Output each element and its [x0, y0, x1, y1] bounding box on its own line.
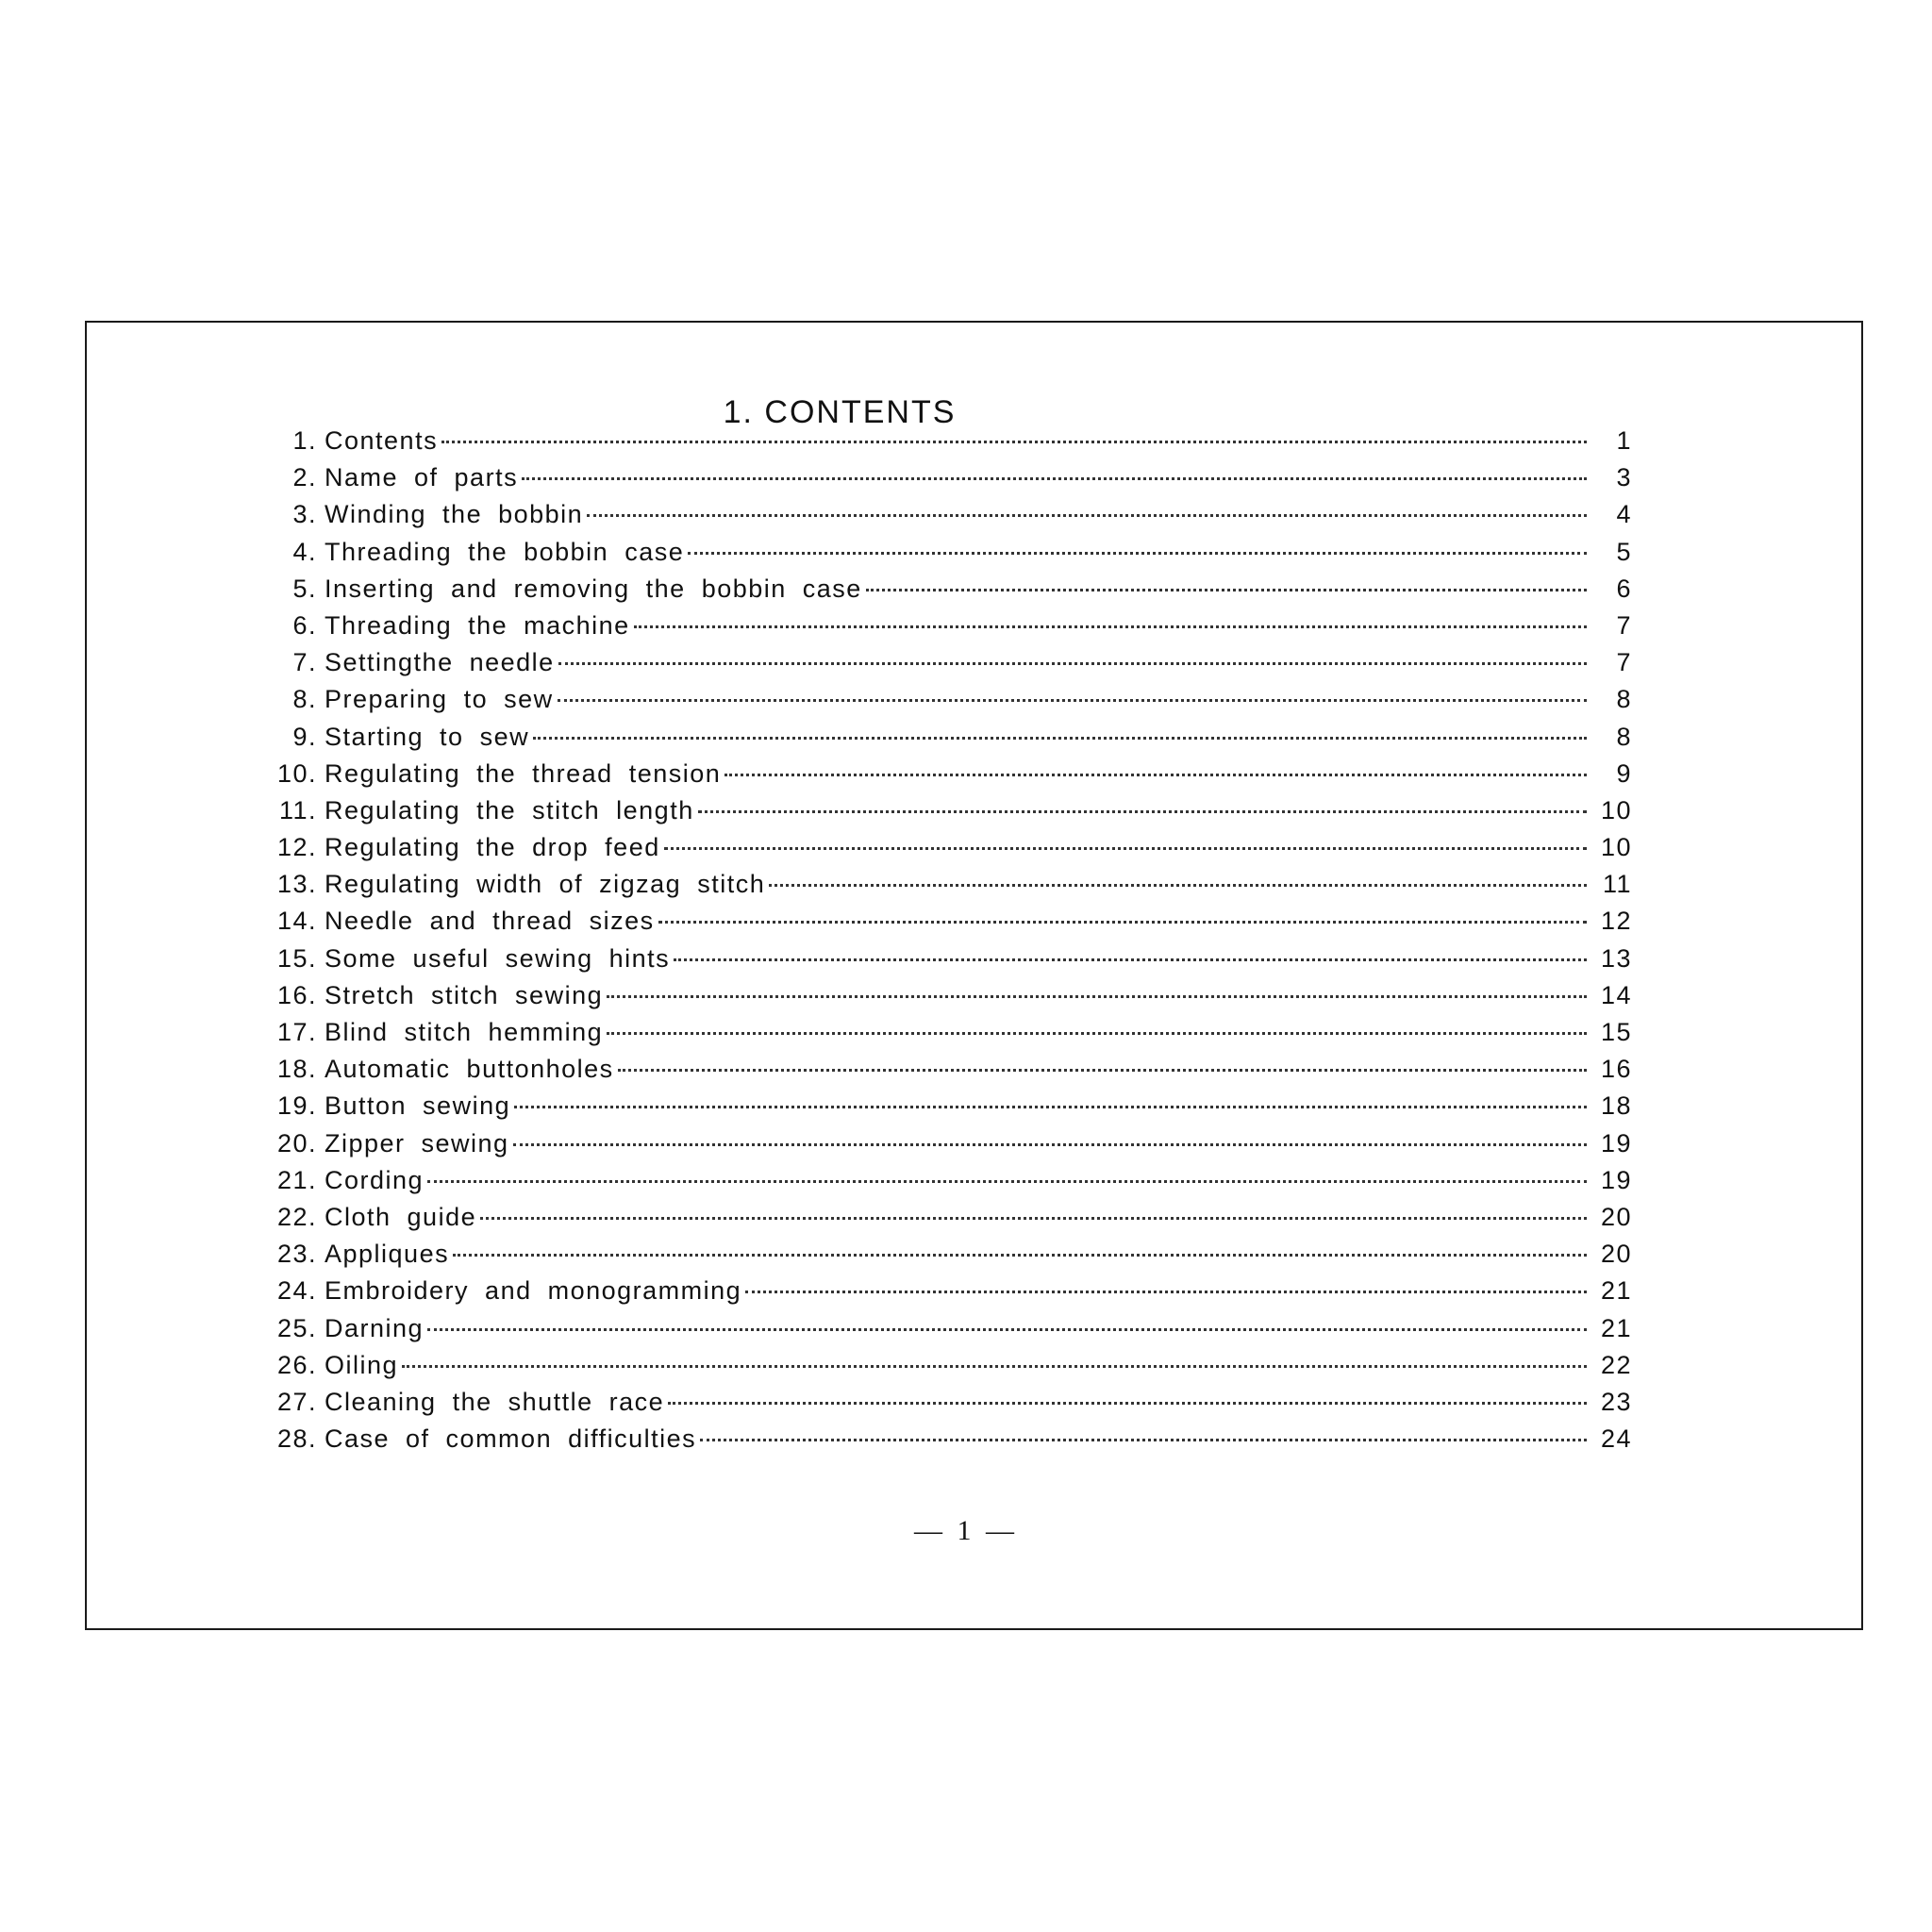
toc-entry-title: Blind stitch hemming — [325, 1018, 604, 1046]
toc-entry-title: Zipper sewing — [325, 1128, 509, 1158]
toc-entry-page: 13 — [1600, 943, 1632, 973]
toc-entry-title: Cording — [325, 1165, 425, 1194]
toc-entry-number: 3. — [292, 500, 317, 529]
dot-leader — [664, 847, 1587, 850]
toc-entry — [255, 1129, 1632, 1166]
toc-entry-title: Starting to sew — [325, 722, 530, 751]
toc-entry-title: Regulating width of zigzag stitch — [325, 870, 766, 899]
dot-leader — [453, 1254, 1587, 1257]
toc-entry-number: 20. — [276, 1128, 317, 1158]
toc-entry-number: 18. — [276, 1055, 317, 1084]
toc-entry-page: 3 — [1616, 463, 1632, 492]
toc-entry-number: 25. — [276, 1313, 317, 1342]
toc-entry-number: 11. — [278, 795, 317, 824]
toc-entry-title: Appliques — [325, 1240, 450, 1269]
toc-entry — [255, 1276, 1632, 1313]
toc-entry-page: 19 — [1600, 1128, 1632, 1158]
toc-entry-number: 26. — [276, 1350, 317, 1379]
toc-entry-page: 21 — [1600, 1313, 1632, 1342]
table-of-contents — [255, 426, 1632, 1461]
toc-entry-page: 9 — [1616, 758, 1632, 788]
toc-entry-title: Needle and thread sizes — [325, 907, 655, 936]
toc-entry — [255, 723, 1632, 759]
toc-entry — [255, 1351, 1632, 1388]
dot-leader — [688, 552, 1587, 555]
toc-entry — [255, 463, 1632, 500]
toc-entry — [255, 500, 1632, 537]
toc-entry-title: Inserting and removing the bobbin case — [325, 574, 862, 603]
dot-leader — [480, 1217, 1587, 1220]
dot-leader — [674, 958, 1587, 961]
dot-leader — [634, 625, 1587, 628]
dot-leader — [427, 1180, 1587, 1183]
toc-entry — [255, 1018, 1632, 1055]
toc-entry — [255, 648, 1632, 685]
toc-entry — [255, 1166, 1632, 1203]
page-title: 1. CONTENTS — [723, 394, 957, 430]
toc-entry-number: 22. — [276, 1202, 317, 1231]
toc-entry-number: 10. — [276, 758, 317, 788]
toc-entry-page: 18 — [1600, 1091, 1632, 1121]
dot-leader — [607, 995, 1587, 998]
toc-entry-page: 12 — [1600, 907, 1632, 936]
page-number: — 1 — — [914, 1515, 1018, 1546]
toc-entry — [255, 1388, 1632, 1424]
toc-entry-number: 13. — [276, 870, 317, 899]
toc-entry-page: 10 — [1600, 833, 1632, 862]
dot-leader — [587, 514, 1587, 517]
toc-entry — [255, 1424, 1632, 1461]
dot-leader — [514, 1106, 1587, 1108]
toc-entry-title: Preparing to sew — [325, 685, 554, 714]
toc-entry-number: 28. — [276, 1424, 317, 1454]
toc-entry-title: Some useful sewing hints — [325, 943, 671, 973]
dot-leader — [724, 774, 1587, 776]
toc-entry — [255, 796, 1632, 833]
dot-leader — [558, 662, 1587, 665]
dot-leader — [522, 477, 1587, 480]
toc-entry-title: Regulating the stitch length — [325, 795, 694, 824]
toc-entry — [255, 685, 1632, 722]
toc-entry-page: 21 — [1600, 1276, 1632, 1306]
dot-leader — [513, 1143, 1587, 1146]
toc-entry — [255, 1055, 1632, 1091]
dot-leader — [402, 1365, 1587, 1368]
toc-entry-number: 19. — [276, 1091, 317, 1121]
toc-entry-title: Case of common difficulties — [325, 1424, 697, 1454]
toc-entry-page: 5 — [1616, 537, 1632, 566]
toc-entry-number: 24. — [276, 1276, 317, 1306]
toc-entry-page: 16 — [1600, 1055, 1632, 1084]
toc-entry-page: 11 — [1602, 870, 1632, 899]
toc-entry-title: Contents — [325, 426, 439, 455]
toc-entry-title: Regulating the drop feed — [325, 833, 660, 862]
toc-entry — [255, 1314, 1632, 1351]
dot-leader — [658, 921, 1587, 924]
toc-entry — [255, 611, 1632, 648]
toc-entry-number: 14. — [276, 907, 317, 936]
toc-entry — [255, 907, 1632, 943]
toc-entry — [255, 1203, 1632, 1240]
toc-entry-number: 12. — [276, 833, 317, 862]
toc-entry-page: 23 — [1600, 1387, 1632, 1416]
toc-entry-title: Cloth guide — [325, 1202, 477, 1231]
toc-entry-number: 1. — [292, 426, 317, 455]
toc-entry-page: 14 — [1600, 980, 1632, 1009]
toc-entry-title: Embroidery and monogramming — [325, 1276, 742, 1306]
toc-entry-title: Oiling — [325, 1350, 399, 1379]
dot-leader — [698, 810, 1587, 813]
dot-leader — [769, 884, 1587, 887]
toc-entry-number: 8. — [292, 685, 317, 714]
toc-entry-title: Darning — [325, 1313, 425, 1342]
toc-entry-number: 16. — [276, 980, 317, 1009]
toc-entry-title: Automatic buttonholes — [325, 1055, 614, 1084]
toc-entry — [255, 426, 1632, 463]
toc-entry-page: 6 — [1616, 574, 1632, 603]
toc-entry-page: 22 — [1600, 1350, 1632, 1379]
dot-leader — [745, 1291, 1587, 1293]
dot-leader — [700, 1439, 1587, 1441]
toc-entry-title: Name of parts — [325, 463, 519, 492]
toc-entry — [255, 575, 1632, 611]
toc-entry-title: Threading the bobbin case — [325, 537, 685, 566]
toc-entry-title: Cleaning the shuttle race — [325, 1387, 665, 1416]
toc-entry-page: 20 — [1600, 1240, 1632, 1269]
toc-entry-number: 17. — [276, 1018, 317, 1046]
dot-leader — [441, 441, 1587, 443]
toc-entry-page: 8 — [1616, 722, 1632, 751]
dot-leader — [607, 1032, 1587, 1035]
toc-entry-number: 7. — [292, 648, 317, 677]
toc-entry-number: 6. — [292, 610, 317, 640]
toc-entry-page: 8 — [1616, 685, 1632, 714]
toc-entry — [255, 538, 1632, 575]
toc-entry-number: 21. — [276, 1165, 317, 1194]
toc-entry-number: 9. — [292, 722, 317, 751]
toc-entry-page: 15 — [1600, 1018, 1632, 1046]
dot-leader — [427, 1328, 1587, 1331]
toc-entry — [255, 759, 1632, 796]
toc-entry-number: 4. — [292, 537, 317, 566]
toc-entry — [255, 870, 1632, 907]
toc-entry — [255, 1240, 1632, 1276]
toc-entry-page: 10 — [1600, 795, 1632, 824]
toc-entry-page: 24 — [1600, 1424, 1632, 1454]
toc-entry — [255, 944, 1632, 981]
toc-entry — [255, 833, 1632, 870]
dot-leader — [668, 1402, 1587, 1405]
toc-entry-title: Winding the bobbin — [325, 500, 584, 529]
toc-entry-title: Threading the machine — [325, 610, 630, 640]
toc-entry-number: 2. — [292, 463, 317, 492]
toc-entry-page: 1 — [1616, 426, 1632, 455]
toc-entry-page: 4 — [1616, 500, 1632, 529]
toc-entry-title: Settingthe needle — [325, 648, 555, 677]
toc-entry-title: Regulating the thread tension — [325, 758, 722, 788]
toc-entry-page: 7 — [1616, 648, 1632, 677]
toc-entry-number: 23. — [276, 1240, 317, 1269]
toc-entry-page: 19 — [1600, 1165, 1632, 1194]
dot-leader — [618, 1069, 1587, 1072]
toc-entry-number: 5. — [292, 574, 317, 603]
toc-entry-title: Stretch stitch sewing — [325, 980, 604, 1009]
toc-entry — [255, 981, 1632, 1018]
dot-leader — [533, 737, 1587, 740]
toc-entry-page: 20 — [1600, 1202, 1632, 1231]
toc-entry-page: 7 — [1616, 610, 1632, 640]
toc-entry-number: 15. — [276, 943, 317, 973]
toc-entry-number: 27. — [276, 1387, 317, 1416]
dot-leader — [866, 589, 1587, 591]
toc-entry — [255, 1091, 1632, 1128]
toc-entry-title: Button sewing — [325, 1091, 511, 1121]
dot-leader — [558, 699, 1587, 702]
